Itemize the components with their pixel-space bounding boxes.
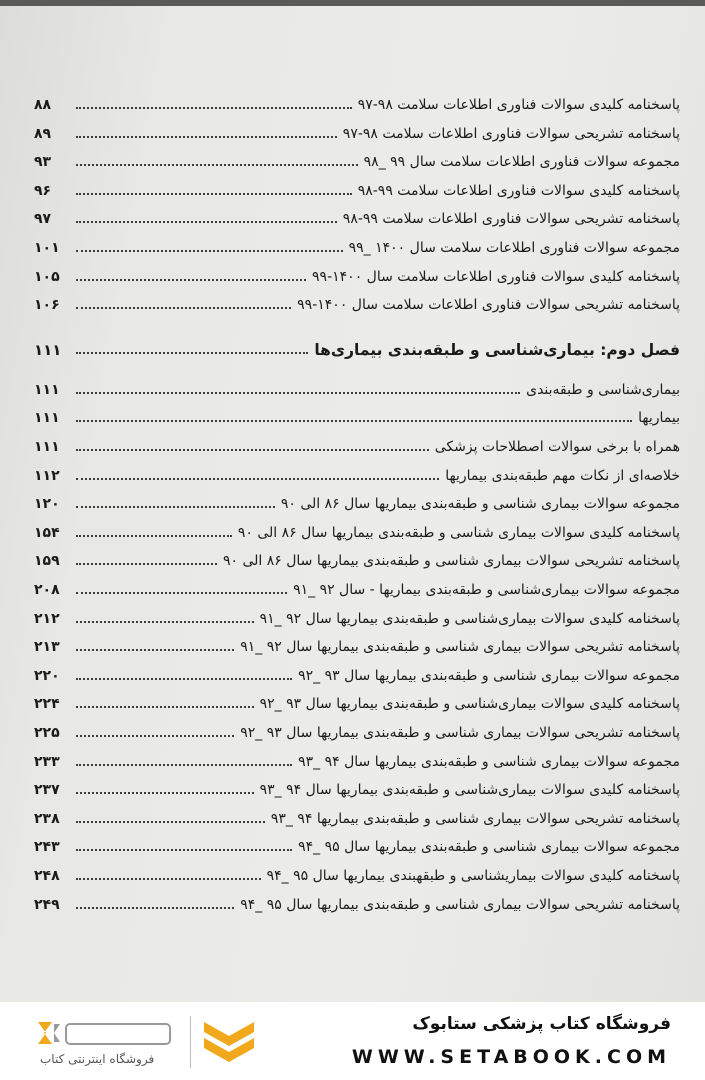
toc-entry	[34, 745, 680, 771]
toc-page-number: ۱۵۴	[34, 524, 60, 541]
toc-entry-title: مجموعه سوالات بیماری‌شناسی و طبقه‌بندی بیماریها - سال ۹۲ _۹۱	[293, 582, 680, 598]
toc-leader-dots	[76, 136, 337, 138]
toc-entry	[34, 231, 680, 257]
toc-entry-title: فصل دوم: بیماری‌شناسی و طبقه‌بندی بیماری‌ها	[314, 340, 680, 359]
toc-entry	[34, 602, 680, 628]
toc-entry-title: پاسخنامه کلیدی سوالات بیماریشناسی و طبقهبندی بیماریها سال ۹۵ _۹۴	[266, 868, 680, 884]
toc-entry	[34, 687, 680, 713]
toc-entry	[34, 659, 680, 685]
toc-entry-title: پاسخنامه کلیدی سوالات فناوری اطلاعات سلامت سال ۱۴۰۰-۹۹	[312, 268, 680, 285]
toc-entry	[34, 260, 680, 286]
footer-divider	[190, 1016, 191, 1068]
toc-page-number: ۹۷	[34, 211, 52, 228]
toc-leader-dots	[76, 621, 254, 623]
toc-page-number: ۲۲۰	[34, 667, 60, 684]
toc-entry	[34, 430, 680, 456]
chevron-stack-icon	[200, 1018, 258, 1070]
toc-leader-dots	[76, 678, 292, 680]
toc-page-number: ۸۹	[34, 125, 52, 142]
toc-page-number: ۲۲۴	[34, 696, 60, 713]
toc-page-number: ۲۲۵	[34, 725, 60, 741]
toc-entry-title: مجموعه سوالات بیماری شناسی و طبقه‌بندی بیماریها سال ۹۵ _۹۴	[298, 839, 680, 856]
toc-leader-dots	[76, 420, 632, 422]
toc-leader-dots	[76, 279, 306, 281]
toc-page-number: ۲۳۷	[34, 782, 60, 799]
toc-page-number: ۲۴۹	[34, 896, 60, 913]
toc-entry	[34, 487, 680, 513]
toc-page-number: ۱۵۹	[34, 553, 60, 570]
setabook-logo-icon	[30, 1016, 180, 1050]
toc-entry	[34, 573, 680, 599]
toc-page-number: ۱۱۱	[34, 340, 62, 359]
toc-entry	[34, 459, 680, 485]
toc-entry-title: بیماری‌شناسی و طبقه‌بندی	[526, 381, 680, 398]
toc-page-number: ۲۰۸	[34, 582, 60, 598]
toc-entry-title: مجموعه سوالات بیماری شناسی و طبقه‌بندی بیماریها سال ۸۶ الی ۹۰	[280, 496, 680, 513]
toc-entry	[34, 401, 680, 427]
shop-url[interactable]: WWW.SETABOOK.COM	[351, 1046, 671, 1068]
toc-page-number: ۲۱۲	[34, 610, 60, 627]
page-top-shadow	[0, 0, 705, 6]
toc-leader-dots	[76, 878, 261, 880]
toc-entry-title: مجموعه سوالات بیماری شناسی و طبقه‌بندی بیماریها سال ۹۳ _۹۲	[298, 667, 680, 684]
toc-entry	[34, 830, 680, 856]
toc-entry	[34, 859, 680, 885]
toc-entry-title: مجموعه سوالات فناوری اطلاعات سلامت سال ۱۴۰۰ _۹۹	[348, 240, 680, 256]
toc-entry-title: پاسخنامه تشریحی سوالات بیماری شناسی و طبقه‌بندی بیماریها ۹۴ _۹۳	[270, 810, 680, 827]
toc-leader-dots	[76, 649, 234, 651]
toc-entry	[34, 544, 680, 570]
toc-chapter-heading	[34, 333, 680, 359]
toc-leader-dots	[76, 735, 234, 737]
toc-leader-dots	[76, 792, 254, 794]
toc-entry-title: پاسخنامه کلیدی سوالات بیماری شناسی و طبقه‌بندی بیماریها سال ۸۶ الی ۹۰	[237, 524, 680, 541]
toc-entry-title: پاسخنامه تشریحی سوالات بیماری شناسی و طبقه‌بندی بیماریها سال ۹۳ _۹۲	[240, 725, 680, 741]
toc-entry	[34, 202, 680, 228]
toc-page-number: ۹۶	[34, 182, 52, 199]
toc-leader-dots	[76, 449, 429, 451]
toc-page-number: ۸۸	[34, 97, 52, 113]
toc-entry	[34, 145, 680, 171]
toc-page-number: ۱۱۱	[34, 381, 60, 398]
shop-name: فروشگاه کتاب پزشکی ستابوک	[412, 1014, 671, 1034]
toc-leader-dots	[76, 221, 337, 223]
toc-entry-title: خلاصه‌ای از نکات مهم طبقه‌بندی بیماریها	[445, 467, 680, 484]
toc-leader-dots	[76, 107, 352, 109]
toc-leader-dots	[76, 164, 358, 166]
toc-page-number: ۲۴۳	[34, 839, 60, 856]
toc-leader-dots	[76, 821, 265, 823]
toc-entry	[34, 773, 680, 799]
toc-page-number: ۹۳	[34, 154, 52, 171]
toc-leader-dots	[76, 307, 291, 309]
toc-page-number: ۱۱۱	[34, 439, 60, 455]
toc-page-number: ۲۳۸	[34, 810, 60, 827]
toc-leader-dots	[76, 392, 520, 394]
toc-entry-title: مجموعه سوالات بیماری شناسی و طبقه‌بندی بیماریها سال ۹۴ _۹۳	[298, 753, 680, 770]
toc-entry-title: پاسخنامه تشریحی سوالات فناوری اطلاعات سلامت سال ۱۴۰۰-۹۹	[297, 297, 680, 314]
toc-leader-dots	[76, 250, 343, 252]
toc-leader-dots	[76, 506, 275, 508]
toc-entry-title: پاسخنامه کلیدی سوالات بیماری‌شناسی و طبقه‌بندی بیماریها سال ۹۲ _۹۱	[259, 610, 680, 627]
toc-page-number: ۲۳۳	[34, 753, 60, 770]
toc-entry	[34, 888, 680, 914]
toc-entry-title: پاسخنامه تشریحی سوالات بیماری شناسی و طبقه‌بندی بیماریها سال ۹۲ _۹۱	[240, 639, 680, 656]
toc-leader-dots	[76, 592, 287, 594]
toc-entry	[34, 630, 680, 656]
toc-page-number: ۲۴۸	[34, 868, 60, 884]
toc-entry	[34, 516, 680, 542]
logo-wordmark	[30, 1016, 180, 1054]
toc-leader-dots	[76, 352, 308, 354]
toc-leader-dots	[76, 193, 352, 195]
toc-entry	[34, 88, 680, 114]
toc-leader-dots	[76, 535, 232, 537]
toc-page-number: ۱۰۵	[34, 268, 60, 285]
toc-entry	[34, 802, 680, 828]
toc-entry-title: پاسخنامه تشریحی سوالات بیماری شناسی و طبقه‌بندی بیماریها سال ۹۵ _۹۴	[240, 896, 680, 913]
toc-leader-dots	[76, 907, 234, 909]
toc-entry-title: همراه با برخی سوالات اصطلاحات پزشکی	[434, 439, 680, 455]
toc-entry-title: پاسخنامه تشریحی سوالات بیماری شناسی و طبقه‌بندی بیماریها سال ۸۶ الی ۹۰	[222, 553, 680, 570]
toc-entry	[34, 716, 680, 742]
toc-leader-dots	[76, 764, 292, 766]
toc-entry-title: پاسخنامه کلیدی سوالات فناوری اطلاعات سلامت ۹۸-۹۷	[357, 97, 680, 113]
toc-entry	[34, 373, 680, 399]
toc-entry-title: بیماریها	[638, 410, 680, 427]
toc-page-number: ۱۰۶	[34, 297, 60, 314]
toc-entry-title: پاسخنامه تشریحی سوالات فناوری اطلاعات سلامت ۹۹-۹۸	[342, 211, 680, 228]
toc-entry	[34, 117, 680, 143]
toc-entry-title: پاسخنامه تشریحی سوالات فناوری اطلاعات سلامت ۹۸-۹۷	[342, 125, 680, 142]
toc-leader-dots	[76, 706, 254, 708]
logo-subtitle: فروشگاه اینترنتی کتاب	[40, 1052, 155, 1066]
toc-leader-dots	[76, 563, 217, 565]
toc-page-number: ۲۱۳	[34, 639, 60, 656]
toc-entry-title: پاسخنامه کلیدی سوالات بیماری‌شناسی و طبقه‌بندی بیماریها سال ۹۴ _۹۳	[259, 782, 680, 799]
footer-banner	[0, 1002, 705, 1080]
toc-entry-title: پاسخنامه کلیدی سوالات فناوری اطلاعات سلامت ۹۹-۹۸	[357, 182, 680, 199]
toc-entry-title: مجموعه سوالات فناوری اطلاعات سلامت سال ۹۹ _۹۸	[363, 154, 680, 171]
toc-entry	[34, 174, 680, 200]
toc-page-number: ۱۲۰	[34, 496, 60, 513]
toc-entry-title: پاسخنامه کلیدی سوالات بیماری‌شناسی و طبقه‌بندی بیماریها سال ۹۳ _۹۲	[259, 696, 680, 713]
toc-page-number: ۱۱۱	[34, 410, 60, 427]
toc-entry	[34, 288, 680, 314]
toc-leader-dots	[76, 478, 439, 480]
toc-page-number: ۱۱۲	[34, 467, 60, 484]
toc-leader-dots	[76, 849, 292, 851]
toc-page-number: ۱۰۱	[34, 240, 60, 256]
